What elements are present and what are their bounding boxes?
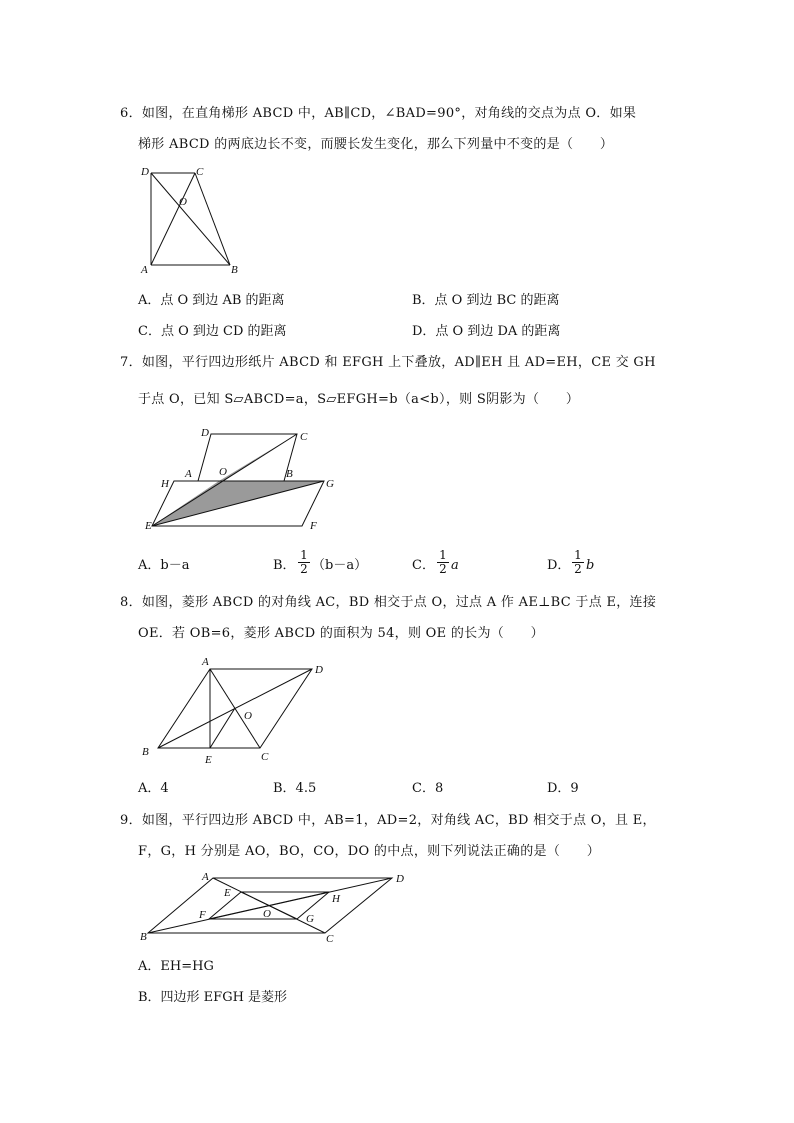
q9-label-f: F [199, 909, 206, 921]
q7-option-b-fraction [298, 549, 310, 576]
q9-label-o: O [263, 908, 271, 920]
q9-option-b[interactable]: B．四边形 EFGH 是菱形 [138, 990, 288, 1005]
q6-figure [140, 165, 250, 280]
q7-label-d: D [201, 427, 209, 439]
q9-option-a[interactable]: A．EH=HG [138, 959, 214, 974]
q6-label-a: A [141, 264, 148, 276]
q8-label-e: E [205, 754, 212, 766]
q6-stem-line1: 6．如图，在直角梯形 ABCD 中，AB∥CD，∠BAD=90°，对角线的交点为点 O．如果 [120, 106, 637, 121]
q7-option-c-frac-den: 2 [439, 562, 447, 576]
q8-stem-line2: OE．若 OB=6，菱形 ABCD 的面积为 54，则 OE 的长为（ ） [138, 626, 544, 641]
q6-diagonal-db [151, 173, 230, 265]
q7-stem-line1: 7．如图，平行四边形纸片 ABCD 和 EFGH 上下叠放，AD∥EH 且 AD=EH，CE 交 GH [120, 355, 656, 370]
q8-label-a: A [202, 656, 209, 668]
q7-label-h: H [161, 478, 169, 490]
q6-label-d: D [141, 166, 149, 178]
q7-option-d-frac-num: 1 [572, 549, 584, 563]
q9-label-h: H [332, 893, 340, 905]
q6-option-a[interactable]: A．点 O 到边 AB 的距离 [138, 293, 285, 308]
q7-option-d-prefix[interactable]: D． [547, 558, 571, 573]
q7-label-a: A [185, 468, 192, 480]
q7-label-b: B [286, 468, 293, 480]
q9-label-a: A [202, 871, 209, 883]
q6-diagonal-ac [151, 173, 195, 265]
q7-stem-line2: 于点 O，已知 S▱ABCD=a，S▱EFGH=b（a<b），则 S阴影为（ ） [138, 392, 580, 407]
q7-option-b-prefix[interactable]: B． [273, 558, 296, 573]
q8-label-c: C [261, 751, 269, 763]
q8-label-b: B [142, 746, 149, 758]
q6-side-cb [195, 173, 230, 265]
q8-option-d[interactable]: D．9 [547, 781, 579, 796]
q7-option-c-prefix[interactable]: C． [412, 558, 435, 573]
q8-option-b[interactable]: B．4.5 [273, 781, 317, 796]
q9-stem-line2: F，G，H 分别是 AO，BO，CO，DO 的中点，则下列说法正确的是（ ） [138, 844, 601, 859]
q6-label-c: C [196, 166, 204, 178]
q6-label-b: B [231, 264, 238, 276]
q6-option-d[interactable]: D．点 O 到边 DA 的距离 [412, 324, 561, 339]
q7-option-b-frac-num: 1 [298, 549, 310, 563]
q8-stem-line1: 8．如图，菱形 ABCD 的对角线 AC，BD 相交于点 O，过点 A 作 AE⊥BC 于点 E，连接 [120, 595, 657, 610]
q7-segment-ce [152, 434, 297, 526]
q7-parallelogram-abcd [198, 434, 297, 481]
q6-stem-line2: 梯形 ABCD 的两底边长不变，而腰长发生变化，那么下列量中不变的是（ ） [138, 137, 614, 152]
q6-label-o: O [179, 196, 187, 208]
q7-option-d-frac-den: 2 [574, 562, 582, 576]
q7-figure [140, 425, 345, 535]
q7-option-c-fraction [437, 549, 449, 576]
q7-option-a[interactable]: A．b－a [138, 558, 190, 573]
q7-label-e: E [145, 520, 152, 532]
q8-label-d: D [315, 664, 323, 676]
q8-option-a[interactable]: A．4 [138, 781, 169, 796]
q8-segment-oe [210, 708, 235, 748]
q7-option-b-frac-den: 2 [300, 562, 308, 576]
q9-figure [140, 866, 415, 946]
q7-option-c-frac-num: 1 [437, 549, 449, 563]
q7-option-d-fraction [572, 549, 584, 576]
q7-option-d-suffix[interactable]: b [586, 558, 595, 573]
q9-label-d: D [396, 873, 404, 885]
q7-option-c-suffix[interactable]: a [451, 558, 459, 573]
q8-label-o: O [244, 710, 252, 722]
q7-label-f: F [310, 520, 317, 532]
q9-label-g: G [306, 913, 314, 925]
q9-label-b: B [140, 931, 147, 943]
q9-label-e: E [224, 887, 231, 899]
q6-option-c[interactable]: C．点 O 到边 CD 的距离 [138, 324, 287, 339]
q8-option-c[interactable]: C．8 [412, 781, 444, 796]
q7-label-o: O [219, 466, 227, 478]
q8-figure [140, 654, 340, 769]
q6-option-b[interactable]: B．点 O 到边 BC 的距离 [412, 293, 560, 308]
q9-stem-line1: 9．如图，平行四边形 ABCD 中，AB=1，AD=2，对角线 AC，BD 相交于点 O，且 E， [120, 813, 656, 828]
q7-option-b-suffix[interactable]: （b－a） [312, 558, 368, 573]
q9-label-c: C [326, 933, 334, 945]
q7-label-g: G [326, 478, 334, 490]
q7-label-c: C [300, 431, 308, 443]
